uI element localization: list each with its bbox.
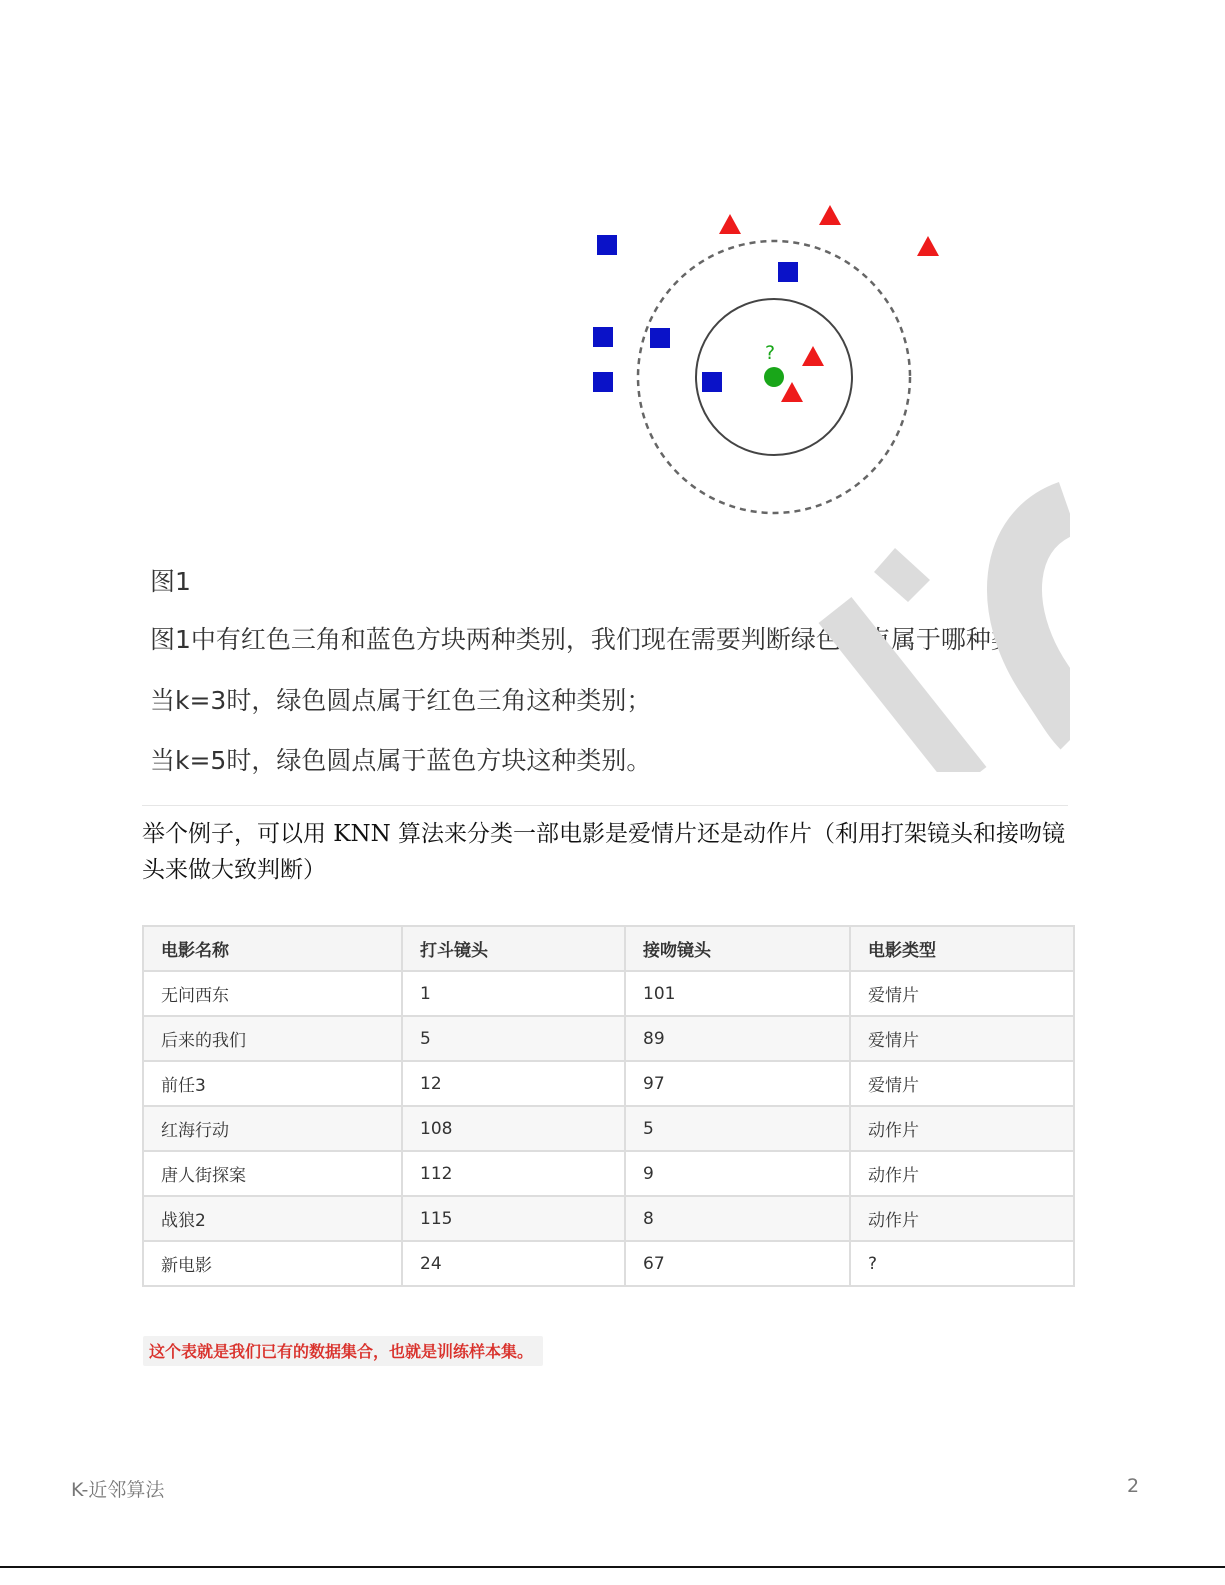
cell-fight-scenes: 24 — [402, 1241, 625, 1286]
cell-fight-scenes: 5 — [402, 1016, 625, 1061]
highlight-note: 这个表就是我们已有的数据集合，也就是训练样本集。 — [143, 1336, 543, 1366]
cell-fight-scenes: 108 — [402, 1106, 625, 1151]
movie-data-table — [142, 925, 1075, 1287]
cell-movie-name: 新电影 — [143, 1241, 402, 1286]
green-query-point — [764, 367, 784, 387]
cell-kiss-scenes: 101 — [625, 971, 850, 1016]
cell-movie-name: 无问西东 — [143, 971, 402, 1016]
query-mark: ? — [764, 342, 776, 364]
blue-square-mark — [702, 372, 722, 392]
table-row — [143, 1241, 1074, 1286]
cell-movie-name: 战狼2 — [143, 1196, 402, 1241]
description-line-k3: 当k=3时，绿色圆点属于红色三角这种类别； — [150, 686, 652, 715]
header-fight-scenes: 打斗镜头 — [402, 926, 625, 971]
page-number: 2 — [1127, 1475, 1140, 1497]
cell-movie-type: 动作片 — [850, 1151, 1074, 1196]
cell-movie-name: 后来的我们 — [143, 1016, 402, 1061]
red-triangles — [719, 205, 939, 402]
blue-square-mark — [593, 327, 613, 347]
cell-kiss-scenes: 67 — [625, 1241, 850, 1286]
cell-fight-scenes: 1 — [402, 971, 625, 1016]
header-movie-type: 电影类型 — [850, 926, 1074, 971]
footer-title: K-近邻算法 — [71, 1479, 165, 1501]
cell-kiss-scenes: 89 — [625, 1016, 850, 1061]
table-row — [143, 1151, 1074, 1196]
table-row — [143, 1196, 1074, 1241]
table-header-row — [143, 926, 1074, 971]
table-row — [143, 1016, 1074, 1061]
table-row — [143, 1061, 1074, 1106]
cell-movie-name: 红海行动 — [143, 1106, 402, 1151]
blue-square-mark — [778, 262, 798, 282]
header-movie-name: 电影名称 — [143, 926, 402, 971]
cell-fight-scenes: 12 — [402, 1061, 625, 1106]
blue-square-mark — [650, 328, 670, 348]
table-row — [143, 1106, 1074, 1151]
cell-movie-type: 动作片 — [850, 1106, 1074, 1151]
cell-movie-type: ? — [850, 1241, 1074, 1286]
page-bottom-rule — [0, 1566, 1225, 1568]
description-line-1: 图1中有红色三角和蓝色方块两种类别，我们现在需要判断绿色圆点属于哪种类别 — [150, 625, 1041, 654]
cell-kiss-scenes: 8 — [625, 1196, 850, 1241]
cell-fight-scenes: 112 — [402, 1151, 625, 1196]
table-row — [143, 971, 1074, 1016]
knn-figure — [575, 195, 945, 525]
cell-movie-name: 唐人街探案 — [143, 1151, 402, 1196]
cell-movie-type: 动作片 — [850, 1196, 1074, 1241]
red-triangle-mark — [802, 346, 824, 366]
description-line-k5: 当k=5时，绿色圆点属于蓝色方块这种类别。 — [150, 746, 652, 775]
section-divider — [142, 805, 1068, 806]
blue-square-mark — [593, 372, 613, 392]
cell-kiss-scenes: 97 — [625, 1061, 850, 1106]
watermark-graphic — [780, 480, 1070, 772]
figure-label: 图1 — [150, 567, 191, 596]
cell-fight-scenes: 115 — [402, 1196, 625, 1241]
header-kiss-scenes: 接吻镜头 — [625, 926, 850, 971]
red-triangle-mark — [917, 236, 939, 256]
cell-movie-type: 爱情片 — [850, 1016, 1074, 1061]
cell-kiss-scenes: 9 — [625, 1151, 850, 1196]
cell-movie-type: 爱情片 — [850, 971, 1074, 1016]
blue-square-mark — [597, 235, 617, 255]
cell-movie-type: 爱情片 — [850, 1061, 1074, 1106]
red-triangle-mark — [719, 214, 741, 234]
example-paragraph: 举个例子，可以用 KNN 算法来分类一部电影是爱情片还是动作片（利用打架镜头和接吻镜头来做大致判断） — [142, 821, 1066, 883]
cell-kiss-scenes: 5 — [625, 1106, 850, 1151]
red-triangle-mark — [819, 205, 841, 225]
red-triangle-mark — [781, 382, 803, 402]
cell-movie-name: 前任3 — [143, 1061, 402, 1106]
